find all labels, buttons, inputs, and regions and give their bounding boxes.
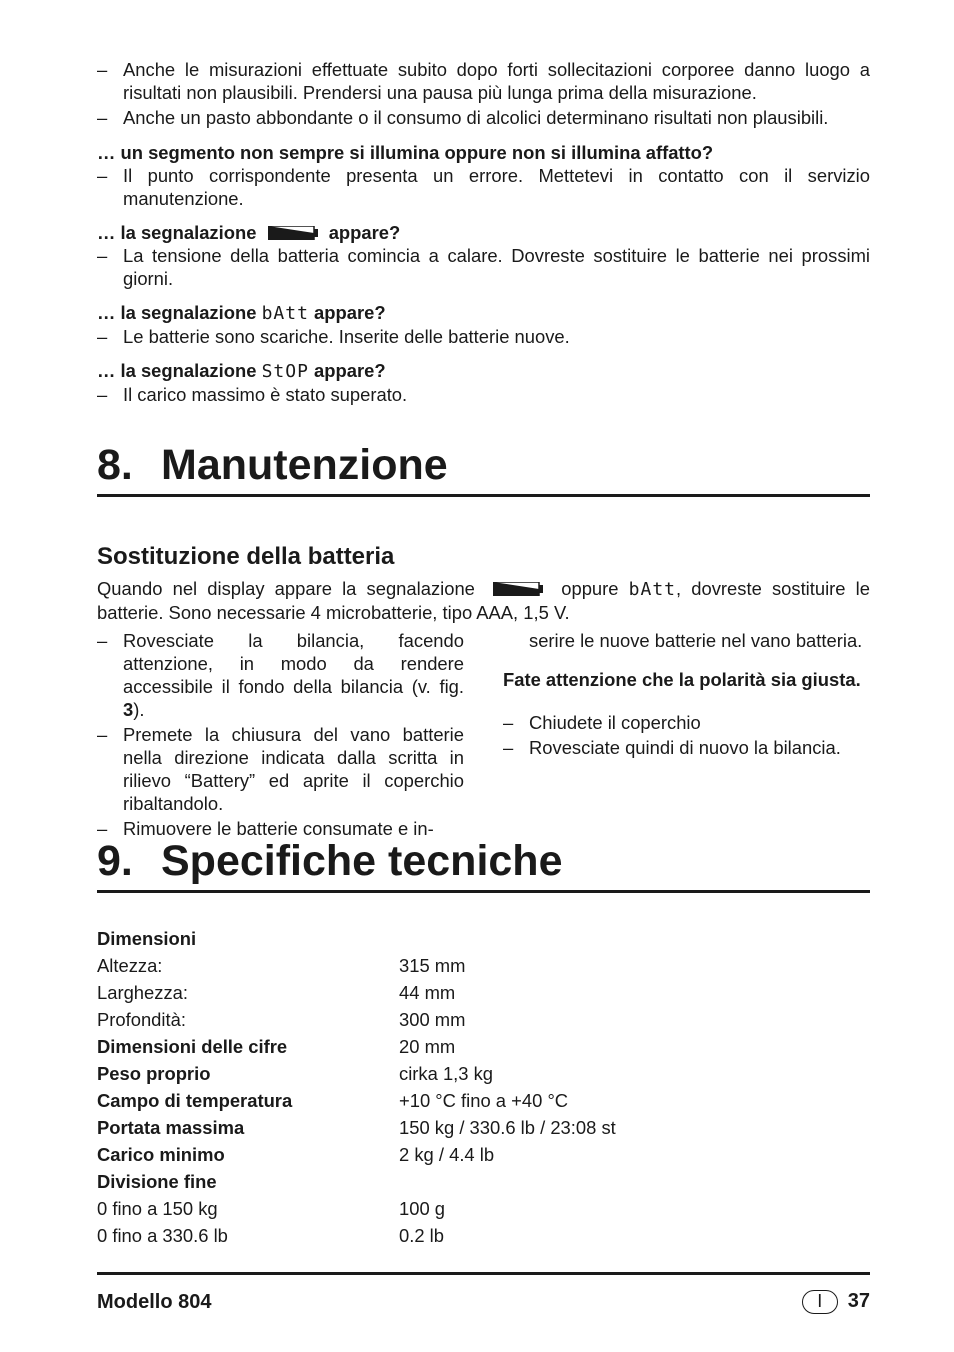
- section-title: Specifiche tecniche: [161, 837, 563, 885]
- spec-row: [97, 952, 870, 979]
- question-heading: … un segmento non sempre si illumina oppure non si illumina affatto?: [97, 142, 714, 163]
- spec-value: 100 g: [399, 1198, 446, 1219]
- spec-key: Profondità:: [97, 1009, 186, 1030]
- spec-key: Larghezza:: [97, 982, 188, 1003]
- spec-value: 2 kg / 4.4 lb: [399, 1144, 495, 1165]
- question-prefix: … la segnalazione: [97, 302, 257, 323]
- stop-display-code: StOP: [261, 361, 309, 382]
- list-item: – Il carico massimo è stato superato.: [97, 383, 870, 406]
- spec-key: 0 fino a 150 kg: [97, 1198, 218, 1219]
- steps-left-column: [97, 629, 464, 840]
- page-footer: [97, 1272, 870, 1314]
- list-item: – Anche un pasto abbondante o il consumo di alcolici determinano risultati non plausibili.: [97, 106, 870, 129]
- step-continuation: serire le nuove batterie nel vano batteria.: [529, 630, 863, 651]
- question-prefix: … la segnalazione: [97, 222, 257, 243]
- spec-key: Carico minimo: [97, 1144, 225, 1165]
- list-item: – Chiudete il coperchio: [503, 711, 870, 734]
- section-number: 9.: [97, 837, 133, 885]
- spec-row: [97, 1033, 870, 1060]
- spec-value: 20 mm: [399, 1036, 456, 1057]
- step-text: Rovesciate la bilancia, facendo attenzione, in modo da rendere accessibile il fondo della bilancia (v. fig.: [123, 630, 464, 697]
- spec-row: [97, 979, 870, 1006]
- question-heading: [97, 359, 870, 383]
- language-badge: I: [802, 1290, 838, 1314]
- list-item: – Anche le misurazioni effettuate subito dopo forti sollecitazioni corporee danno luogo a risultati non plausibili. Prendersi una pausa più lunga prima della misurazione.: [97, 58, 870, 104]
- spec-row: [97, 1006, 870, 1033]
- question-prefix: … la segnalazione: [97, 360, 257, 381]
- spec-value: 150 kg / 330.6 lb / 23:08 st: [399, 1117, 616, 1138]
- specs-table: [97, 925, 870, 1249]
- subsection-heading: Sostituzione della batteria: [97, 543, 395, 570]
- spec-key: Altezza:: [97, 955, 163, 976]
- batt-display-code: bAtt: [261, 303, 309, 324]
- section-heading-specs: [97, 836, 870, 893]
- spec-key: 0 fino a 330.6 lb: [97, 1225, 228, 1246]
- figure-ref: 3: [123, 699, 134, 720]
- spec-heading: [97, 925, 870, 952]
- spec-key: Dimensioni delle cifre: [97, 1036, 288, 1057]
- section-number: 8.: [97, 441, 133, 489]
- step-text: ).: [133, 699, 145, 720]
- list-item: – Rimuovere le batterie consumate e in-: [97, 817, 464, 840]
- lead-text: Quando nel display appare la segnalazione: [97, 578, 475, 599]
- page-indicator: [802, 1290, 870, 1314]
- list-item: – Il punto corrispondente presenta un errore. Mettetevi in contatto con il servizio manutenzione.: [97, 164, 870, 210]
- list-item: – Le batterie sono scariche. Inserite delle batterie nuove.: [97, 325, 870, 348]
- spec-key: Peso proprio: [97, 1063, 211, 1084]
- spec-row: [97, 1114, 870, 1141]
- spec-group-label: Dimensioni: [97, 928, 197, 949]
- spec-row: [97, 1222, 870, 1249]
- question-heading: [97, 301, 870, 325]
- troubleshooting-list: [97, 58, 870, 406]
- spec-value: 300 mm: [399, 1009, 466, 1030]
- spec-row: [97, 1060, 870, 1087]
- question-suffix: appare?: [314, 302, 386, 323]
- spec-value: +10 °C fino a +40 °C: [399, 1090, 569, 1111]
- low-battery-icon: [268, 226, 318, 240]
- battery-lead-paragraph: [97, 577, 870, 624]
- model-label: Modello 804: [97, 1290, 212, 1313]
- list-item: – Premete la chiusura del vano batterie nella direzione indicata dalla scritta in rilievo “Battery” ed aprite il coperchio ribaltandolo.: [97, 723, 464, 815]
- question-suffix: appare?: [314, 360, 386, 381]
- spec-row: [97, 1087, 870, 1114]
- footer-row: [97, 1290, 870, 1314]
- battery-steps: [97, 629, 870, 840]
- spec-value: 315 mm: [399, 955, 466, 976]
- low-battery-icon: [493, 582, 543, 596]
- spec-heading: [97, 1168, 870, 1195]
- spec-group-label: Divisione fine: [97, 1171, 217, 1192]
- list-item: – La tensione della batteria comincia a calare. Dovreste sostituire le batterie nei prossimi giorni.: [97, 244, 870, 290]
- spec-key: Campo di temperatura: [97, 1090, 293, 1111]
- spec-value: 44 mm: [399, 982, 456, 1003]
- section-heading-maintenance: [97, 440, 870, 497]
- lead-text: oppure: [561, 578, 619, 599]
- lead-text: , dovreste sostituire le batterie. Sono necessarie 4 microbatterie, tipo AAA, 1,5 V.: [97, 578, 870, 623]
- question-heading: [97, 221, 870, 244]
- spec-row: [97, 1141, 870, 1168]
- spec-row: [97, 1195, 870, 1222]
- polarity-note: Fate attenzione che la polarità sia giusta.: [503, 669, 861, 690]
- question-suffix: appare?: [328, 222, 401, 243]
- spec-key: Portata massima: [97, 1117, 245, 1138]
- steps-right-column: [503, 629, 870, 840]
- batt-display-code: bAtt: [628, 579, 677, 600]
- page-number: 37: [847, 1290, 870, 1312]
- spec-value: 0.2 lb: [399, 1225, 444, 1246]
- list-item: – Rovesciate quindi di nuovo la bilancia.: [503, 736, 870, 759]
- section-title: Manutenzione: [161, 441, 448, 489]
- list-item: [97, 629, 464, 721]
- spec-value: cirka 1,3 kg: [399, 1063, 494, 1084]
